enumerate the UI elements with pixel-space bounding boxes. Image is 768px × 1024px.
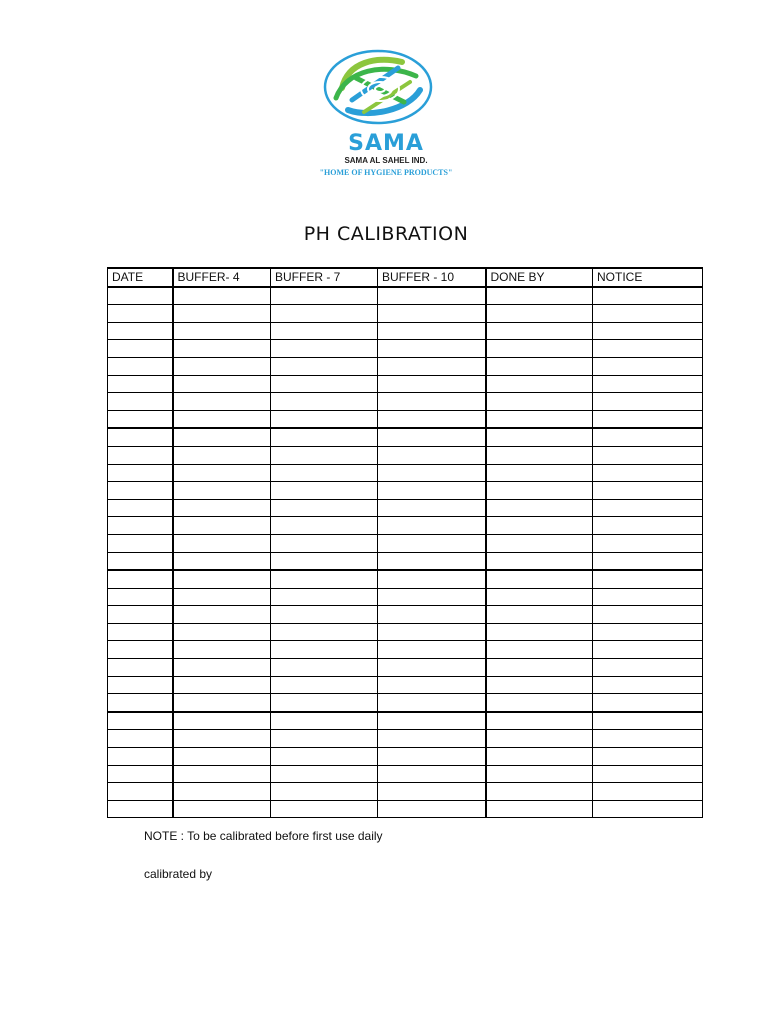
table-cell[interactable] (173, 499, 271, 517)
page-title: PH CALIBRATION (303, 223, 469, 245)
table-cell[interactable] (108, 499, 173, 517)
table-cell[interactable] (378, 517, 486, 535)
logo-wordmark: SAMA (348, 131, 424, 156)
table-cell[interactable] (271, 482, 378, 500)
table-cell[interactable] (486, 783, 593, 801)
table-cell[interactable] (108, 552, 173, 570)
calibration-log-table (107, 267, 703, 818)
table-cell[interactable] (108, 357, 173, 375)
table-cell[interactable] (378, 641, 486, 659)
table-cell[interactable] (271, 410, 378, 428)
table-row (108, 748, 703, 766)
table-cell[interactable] (486, 393, 593, 411)
table-cell[interactable] (593, 676, 703, 694)
table-cell[interactable] (378, 765, 486, 783)
table-cell[interactable] (593, 730, 703, 748)
table-row (108, 340, 703, 358)
table-cell[interactable] (271, 375, 378, 393)
table-cell[interactable] (378, 534, 486, 552)
table-cell[interactable] (108, 712, 173, 730)
table-cell[interactable] (271, 322, 378, 340)
table-cell[interactable] (108, 410, 173, 428)
table-row (108, 800, 703, 818)
table-cell[interactable] (173, 730, 271, 748)
table-row (108, 446, 703, 464)
table-cell[interactable] (108, 730, 173, 748)
table-cell[interactable] (486, 659, 593, 677)
table-cell[interactable] (593, 712, 703, 730)
table-row (108, 322, 703, 340)
table-cell[interactable] (593, 623, 703, 641)
table-cell[interactable] (271, 588, 378, 606)
table-cell[interactable] (108, 482, 173, 500)
table-cell[interactable] (593, 287, 703, 305)
table-cell[interactable] (486, 517, 593, 535)
table-cell[interactable] (486, 676, 593, 694)
table-row (108, 676, 703, 694)
table-cell[interactable] (173, 800, 271, 818)
table-row (108, 305, 703, 323)
table-cell[interactable] (271, 676, 378, 694)
table-cell[interactable] (378, 428, 486, 446)
table-cell[interactable] (486, 570, 593, 588)
table-cell[interactable] (593, 305, 703, 323)
table-row (108, 534, 703, 552)
table-cell[interactable] (593, 410, 703, 428)
table-cell[interactable] (593, 428, 703, 446)
table-cell[interactable] (173, 464, 271, 482)
calibrated-by-label: calibrated by (144, 867, 213, 881)
table-cell[interactable] (108, 322, 173, 340)
table-cell[interactable] (486, 606, 593, 624)
table-cell[interactable] (486, 765, 593, 783)
table-cell[interactable] (486, 588, 593, 606)
table-cell[interactable] (108, 517, 173, 535)
table-cell[interactable] (173, 340, 271, 358)
table-cell[interactable] (271, 305, 378, 323)
table-cell[interactable] (271, 393, 378, 411)
table-cell[interactable] (378, 482, 486, 500)
table-cell[interactable] (486, 446, 593, 464)
table-cell[interactable] (486, 748, 593, 766)
table-row (108, 641, 703, 659)
table-cell[interactable] (173, 482, 271, 500)
table-cell[interactable] (108, 305, 173, 323)
column-header-done-by: DONE BY (486, 268, 593, 287)
table-row (108, 730, 703, 748)
table-cell[interactable] (593, 375, 703, 393)
table-cell[interactable] (271, 357, 378, 375)
table-cell[interactable] (271, 659, 378, 677)
table-cell[interactable] (173, 676, 271, 694)
table-row (108, 712, 703, 730)
table-row (108, 287, 703, 305)
table-cell[interactable] (173, 659, 271, 677)
table-row (108, 464, 703, 482)
table-cell[interactable] (173, 765, 271, 783)
table-cell[interactable] (271, 748, 378, 766)
column-header-buffer-10: BUFFER - 10 (378, 268, 486, 287)
table-cell[interactable] (173, 534, 271, 552)
company-logo (312, 48, 460, 184)
table-cell[interactable] (486, 375, 593, 393)
table-cell[interactable] (593, 783, 703, 801)
table-cell[interactable] (173, 641, 271, 659)
table-cell[interactable] (378, 552, 486, 570)
table-cell[interactable] (593, 552, 703, 570)
table-cell[interactable] (378, 340, 486, 358)
table-cell[interactable] (271, 464, 378, 482)
table-cell[interactable] (593, 322, 703, 340)
table-cell[interactable] (593, 659, 703, 677)
logo-slogan: "HOME OF HYGIENE PRODUCTS" (319, 168, 453, 177)
table-cell[interactable] (108, 464, 173, 482)
table-cell[interactable] (486, 305, 593, 323)
table-row (108, 570, 703, 588)
table-cell[interactable] (378, 305, 486, 323)
table-row (108, 499, 703, 517)
table-cell[interactable] (173, 357, 271, 375)
table-cell[interactable] (173, 694, 271, 712)
table-cell[interactable] (593, 570, 703, 588)
table-cell[interactable] (108, 375, 173, 393)
table-cell[interactable] (173, 606, 271, 624)
table-cell[interactable] (271, 340, 378, 358)
table-cell[interactable] (173, 783, 271, 801)
table-row (108, 623, 703, 641)
table-cell[interactable] (486, 694, 593, 712)
table-cell[interactable] (108, 659, 173, 677)
table-cell[interactable] (378, 446, 486, 464)
table-row (108, 482, 703, 500)
column-header-notice: NOTICE (593, 268, 703, 287)
table-cell[interactable] (173, 322, 271, 340)
table-row (108, 765, 703, 783)
table-cell[interactable] (593, 499, 703, 517)
table-cell[interactable] (108, 783, 173, 801)
table-cell[interactable] (271, 765, 378, 783)
table-cell[interactable] (271, 606, 378, 624)
table-cell[interactable] (173, 517, 271, 535)
table-cell[interactable] (486, 428, 593, 446)
table-cell[interactable] (378, 499, 486, 517)
table-row (108, 588, 703, 606)
table-cell[interactable] (108, 676, 173, 694)
table-row (108, 393, 703, 411)
table-cell[interactable] (173, 570, 271, 588)
table-cell[interactable] (108, 748, 173, 766)
table-cell[interactable] (593, 588, 703, 606)
table-row (108, 694, 703, 712)
table-cell[interactable] (108, 606, 173, 624)
table-cell[interactable] (108, 446, 173, 464)
calibration-note: NOTE : To be calibrated before first use daily (144, 829, 383, 843)
table-cell[interactable] (378, 375, 486, 393)
table-cell[interactable] (378, 322, 486, 340)
table-row (108, 357, 703, 375)
table-cell[interactable] (378, 783, 486, 801)
table-cell[interactable] (593, 765, 703, 783)
table-cell[interactable] (378, 606, 486, 624)
table-cell[interactable] (378, 800, 486, 818)
table-row (108, 606, 703, 624)
table-cell[interactable] (378, 588, 486, 606)
table-cell[interactable] (271, 694, 378, 712)
table-cell[interactable] (486, 712, 593, 730)
table-cell[interactable] (108, 694, 173, 712)
table-cell[interactable] (593, 534, 703, 552)
table-cell[interactable] (173, 623, 271, 641)
table-cell[interactable] (378, 464, 486, 482)
table-row (108, 659, 703, 677)
column-header-date: DATE (108, 268, 173, 287)
table-cell[interactable] (486, 464, 593, 482)
table-cell[interactable] (173, 588, 271, 606)
table-row (108, 517, 703, 535)
table-cell[interactable] (486, 357, 593, 375)
table-cell[interactable] (593, 446, 703, 464)
table-cell[interactable] (593, 464, 703, 482)
table-cell[interactable] (593, 482, 703, 500)
table-cell[interactable] (486, 499, 593, 517)
table-cell[interactable] (108, 534, 173, 552)
table-cell[interactable] (271, 730, 378, 748)
table-cell[interactable] (173, 287, 271, 305)
table-cell[interactable] (378, 357, 486, 375)
table-cell[interactable] (271, 712, 378, 730)
table-cell[interactable] (271, 499, 378, 517)
table-cell[interactable] (593, 357, 703, 375)
table-cell[interactable] (108, 287, 173, 305)
column-header-buffer-4: BUFFER- 4 (173, 268, 271, 287)
table-cell[interactable] (378, 712, 486, 730)
table-row (108, 783, 703, 801)
table-cell[interactable] (378, 694, 486, 712)
table-row (108, 428, 703, 446)
table-cell[interactable] (173, 748, 271, 766)
table-cell[interactable] (108, 340, 173, 358)
table-cell[interactable] (593, 641, 703, 659)
table-cell[interactable] (486, 534, 593, 552)
table-cell[interactable] (593, 606, 703, 624)
table-cell[interactable] (173, 305, 271, 323)
table-cell[interactable] (108, 393, 173, 411)
table-cell[interactable] (173, 375, 271, 393)
table-cell[interactable] (271, 517, 378, 535)
table-cell[interactable] (108, 623, 173, 641)
table-cell[interactable] (173, 712, 271, 730)
table-cell[interactable] (593, 748, 703, 766)
table-cell[interactable] (486, 287, 593, 305)
table-row (108, 552, 703, 570)
table-cell[interactable] (378, 410, 486, 428)
table-row (108, 410, 703, 428)
table-cell[interactable] (378, 676, 486, 694)
table-cell[interactable] (271, 428, 378, 446)
table-cell[interactable] (378, 570, 486, 588)
table-cell[interactable] (108, 765, 173, 783)
table-cell[interactable] (486, 800, 593, 818)
table-cell[interactable] (593, 694, 703, 712)
table-cell[interactable] (593, 517, 703, 535)
table-cell[interactable] (593, 340, 703, 358)
table-header-row (108, 268, 703, 287)
table-cell[interactable] (173, 428, 271, 446)
table-cell[interactable] (378, 287, 486, 305)
table-cell[interactable] (378, 623, 486, 641)
table-cell[interactable] (486, 322, 593, 340)
table-cell[interactable] (593, 800, 703, 818)
table-cell[interactable] (378, 659, 486, 677)
table-cell[interactable] (486, 410, 593, 428)
table-cell[interactable] (486, 730, 593, 748)
table-cell[interactable] (173, 393, 271, 411)
table-cell[interactable] (378, 730, 486, 748)
table-cell[interactable] (271, 800, 378, 818)
table-cell[interactable] (108, 570, 173, 588)
table-cell[interactable] (486, 482, 593, 500)
table-cell[interactable] (108, 588, 173, 606)
table-cell[interactable] (271, 287, 378, 305)
table-cell[interactable] (486, 623, 593, 641)
column-header-buffer-7: BUFFER - 7 (271, 268, 378, 287)
table-cell[interactable] (108, 800, 173, 818)
table-cell[interactable] (593, 393, 703, 411)
table-cell[interactable] (378, 748, 486, 766)
table-cell[interactable] (271, 446, 378, 464)
logo-company-name: SAMA AL SAHEL IND. (344, 156, 428, 165)
sama-emblem-icon (312, 48, 460, 132)
table-cell[interactable] (486, 552, 593, 570)
table-cell[interactable] (108, 641, 173, 659)
table-cell[interactable] (173, 446, 271, 464)
table-cell[interactable] (271, 552, 378, 570)
table-cell[interactable] (271, 641, 378, 659)
table-cell[interactable] (173, 410, 271, 428)
table-cell[interactable] (271, 570, 378, 588)
table-cell[interactable] (486, 340, 593, 358)
table-cell[interactable] (271, 623, 378, 641)
table-cell[interactable] (271, 783, 378, 801)
table-row (108, 375, 703, 393)
table-cell[interactable] (173, 552, 271, 570)
table-cell[interactable] (108, 428, 173, 446)
table-body (108, 287, 703, 818)
table-cell[interactable] (378, 393, 486, 411)
table-cell[interactable] (486, 641, 593, 659)
table-cell[interactable] (271, 534, 378, 552)
